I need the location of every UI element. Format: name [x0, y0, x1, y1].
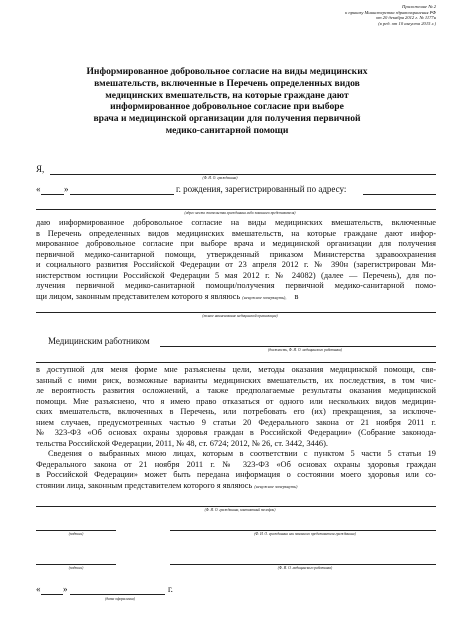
citizen-rep-caption: (Ф. И. О. гражданина или законного представителя гражданина) [254, 532, 356, 536]
signature-caption: (подпись) [68, 532, 84, 536]
paragraph-line: лучения первичной медико-санитарной помощи/получения первичной медико-санитарной помо- [36, 281, 436, 290]
header-note-line: (в ред. от 10 августа 2015 г.) [378, 20, 436, 26]
paragraph-line: стоянии лица, законным представителем которого я являюсь [36, 480, 253, 490]
med-worker-field-2[interactable] [36, 362, 436, 363]
paragraph-line: мированное добровольное согласие при выборе врача и медицинской организации для получения [36, 239, 436, 248]
med-worker-caption: (должность, Ф. И. О. медицинского работника) [267, 348, 343, 352]
consent-paragraph [36, 218, 436, 303]
date-year-suffix: г. [168, 584, 173, 594]
title-line: медицинских вмешательств, на которые граждане дают [105, 89, 349, 101]
date-caption: (дата оформления) [105, 597, 135, 601]
fio-field[interactable] [50, 174, 436, 175]
organization-field[interactable] [36, 312, 436, 313]
date-day-field[interactable] [41, 594, 63, 595]
date-month-field[interactable] [70, 594, 165, 595]
worker-caption: (Ф. И. О. медицинского работника) [277, 566, 333, 570]
paragraph-line: помощи. Мне разъяснено, что я имею право отказаться от одного или нескольких видов медицин- [36, 396, 436, 406]
med-worker-label: Медицинским работником [48, 336, 150, 346]
header-note [345, 4, 436, 26]
contact-caption: (Ф. И. О. гражданина, контактный телефон) [204, 508, 276, 512]
paragraph-line: нием случаев, предусмотренных частью 9 статьи 20 Федерального закона от 21 ноября 2011 г. [36, 417, 436, 427]
title-line: медико-санитарной помощи [165, 124, 289, 136]
paragraph-line: щи лицом, законным представителем которого я являюсь [36, 291, 241, 301]
paragraph-line-tail: в [294, 291, 299, 301]
paragraph-line: в доступной для меня форме мне разъяснены цели, методы оказания медицинской помощи, свя- [36, 365, 436, 374]
ya-label: Я, [36, 164, 45, 174]
paragraph-line: ских вмешательств, включенных в Перечень, или потребовать его (их) прекращения, за исключе- [36, 407, 436, 416]
birth-day-field[interactable] [41, 194, 64, 195]
trusted-persons-paragraph [36, 449, 436, 492]
fio-caption: (Ф. И. О. гражданина) [202, 176, 238, 180]
paragraph-line: тельства Российской Федерации, 2011, № 48, ст. 6724; 2012, № 26, ст. 3442, 3446). [36, 438, 328, 448]
paragraph-line: даю информированное добровольное согласие на виды медицинских вмешательств, включенные [36, 218, 436, 227]
birth-date-open-quote: « [36, 184, 41, 194]
date-close-quote: » [63, 584, 68, 594]
paragraph-line: Сведения о выбранных мною лицах, которым в соответствии с пунктом 5 части 5 статьи 19 [48, 449, 436, 458]
paragraph-line: в Российской Федерации» может быть передана информация о состоянии моего здоровья или со- [36, 470, 436, 479]
signature-caption-2: (подпись) [68, 566, 84, 570]
title-line: врача и медицинской организации для получения первичной [93, 113, 361, 125]
paragraph-line: нистерством юстиции Российской Федерации 5 мая 2012 г. № 24082) (далее — Перечень), для по- [36, 270, 436, 280]
address-field[interactable] [363, 194, 436, 195]
signature-field[interactable] [36, 530, 116, 531]
header-note-line: от 20 декабря 2012 г. № 1177н [375, 15, 436, 21]
document-title [40, 66, 414, 137]
paragraph-line: в Перечень определенных видов медицинских вмешательств, на которые граждане дают инфор- [36, 228, 436, 238]
explanation-paragraph [36, 365, 436, 449]
paragraph-line: и социального развития Российской Федерации от 23 апреля 2012 г. № 390н (зарегистрирован Ми- [36, 260, 436, 269]
paragraph-line: № 323-ФЗ «Об основах охраны здоровья граждан в Российской Федерации» (Собрание законода- [36, 428, 436, 437]
paragraph-line: ле вероятность развития осложнений, а также предполагаемые результаты оказания медицинской [36, 386, 436, 395]
signature-field-2[interactable] [36, 564, 116, 565]
strike-note: (ненужное зачеркнуть) [254, 483, 298, 489]
header-note-line: Приложение № 2 [402, 4, 436, 9]
contact-field[interactable] [36, 506, 436, 507]
date-open-quote: « [36, 584, 41, 594]
strike-note: (ненужное зачеркнуть), [242, 294, 287, 300]
header-note-line: к приказу Министерства здравоохранения РФ [345, 9, 436, 15]
address-field-2[interactable] [36, 209, 436, 210]
paragraph-line: занный с ними риск, возможные варианты медицинских вмешательств, их последствия, в том чис- [36, 375, 436, 385]
title-line: информированное добровольное согласие при выборе [110, 101, 344, 113]
birth-year-field[interactable] [70, 194, 174, 195]
paragraph-line: Федерального закона от 21 ноября 2011 г. № 323-ФЗ «Об основах охраны здоровья граждан [36, 459, 436, 469]
address-caption: (адрес места жительства гражданина либо законного представителя) [184, 211, 296, 215]
med-worker-field[interactable] [160, 346, 436, 347]
title-line: вмешательств, включенные в Перечень определенных видов [94, 77, 360, 89]
birth-date-close-quote: » [64, 184, 69, 194]
organization-caption: (полное наименование медицинской организации) [202, 314, 278, 318]
worker-field[interactable] [170, 564, 436, 565]
paragraph-line: первичной медико-санитарной помощи, утвержденный приказом Министерства здравоохранения [36, 249, 436, 259]
birth-label: г. рождения, зарегистрированный по адресу: [176, 184, 347, 194]
title-line: Информированное добровольное согласие на виды медицинских [86, 66, 368, 77]
citizen-rep-field[interactable] [170, 530, 436, 531]
